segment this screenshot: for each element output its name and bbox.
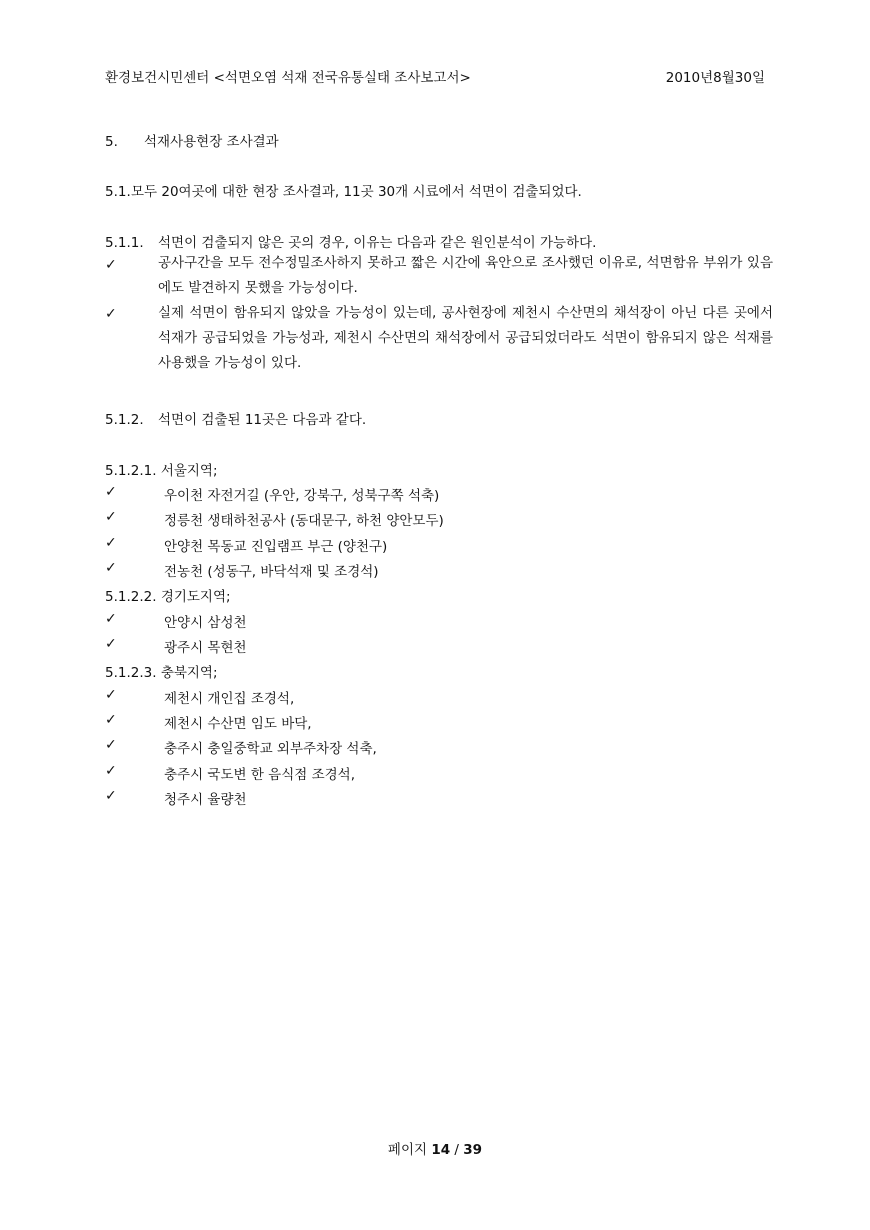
page-separator: /: [454, 1142, 459, 1158]
list-item: 충주시 국도변 한 음식점 조경석,: [164, 767, 355, 783]
list-item: 안양천 목동교 진입램프 부근 (양천구): [164, 539, 388, 555]
region-heading: 5.1.2.1. 서울지역;: [105, 463, 218, 479]
section-number: 5.: [105, 134, 118, 150]
section-number: 5.1.2.: [105, 412, 144, 428]
section-text: 석면이 검출된 11곳은 다음과 같다.: [158, 412, 367, 428]
page-footer: [0, 1138, 870, 1158]
check-icon: ✓: [105, 535, 117, 551]
section-text: 모두 20여곳에 대한 현장 조사결과, 11곳 30개 시료에서 석면이 검출되었다.: [131, 184, 582, 200]
list-item: 청주시 율량천: [164, 792, 247, 808]
list-item: 전농천 (성동구, 바닥석재 및 조경석): [164, 564, 379, 580]
list-item: 우이천 자전거길 (우안, 강북구, 성북구쪽 석축): [164, 488, 440, 504]
list-item: 제천시 개인집 조경석,: [164, 691, 295, 707]
list-item: 충주시 충일중학교 외부주차장 석축,: [164, 741, 377, 757]
check-icon: ✓: [105, 509, 117, 525]
check-icon: ✓: [105, 763, 117, 779]
section-number: 5.1.: [105, 184, 131, 200]
section-5-1-2: [105, 408, 775, 428]
section-number: 5.1.1.: [105, 235, 144, 251]
section-5-1-1: [105, 231, 775, 251]
check-icon: ✓: [105, 306, 117, 322]
page-header: [105, 66, 765, 86]
page-current: 14: [431, 1142, 451, 1158]
section-title: 석재사용현장 조사결과: [144, 134, 279, 150]
list-item: 정릉천 생태하천공사 (동대문구, 하천 양안모두): [164, 513, 444, 529]
bullet-paragraph: 실제 석면이 함유되지 않았을 가능성이 있는데, 공사현장에 제천시 수산면의 채석장이 아닌 다른 곳에서 석재가 공급되었을 가능성과, 제천시 수산면의 채석장에서 공급되었더라도 석면이 함유되지 않은 석재를 사용했을 가능성이 있다.: [158, 305, 773, 371]
list-item: 안양시 삼성천: [164, 615, 247, 631]
check-icon: ✓: [105, 560, 117, 576]
check-icon: ✓: [105, 636, 117, 652]
check-icon: ✓: [105, 687, 117, 703]
list-item: 광주시 목현천: [164, 640, 247, 656]
check-icon: ✓: [105, 788, 117, 804]
section-5-heading: [105, 130, 775, 150]
header-date: 2010년8월30일: [665, 70, 765, 86]
header-title: 환경보건시민센터 <석면오염 석재 전국유통실태 조사보고서>: [105, 70, 471, 86]
region-heading: 5.1.2.3. 충북지역;: [105, 665, 218, 681]
check-icon: ✓: [105, 611, 117, 627]
region-heading: 5.1.2.2. 경기도지역;: [105, 589, 231, 605]
list-item: 제천시 수산면 임도 바닥,: [164, 716, 312, 732]
section-text: 석면이 검출되지 않은 곳의 경우, 이유는 다음과 같은 원인분석이 가능하다.: [158, 235, 597, 251]
bullet-paragraph: 공사구간을 모두 전수정밀조사하지 못하고 짧은 시간에 육안으로 조사했던 이유로, 석면함유 부위가 있음에도 발견하지 못했을 가능성이다.: [158, 255, 773, 296]
page-label: 페이지: [387, 1142, 428, 1158]
check-icon: ✓: [105, 737, 117, 753]
section-5-1: [105, 180, 775, 200]
check-icon: ✓: [105, 484, 117, 500]
check-icon: ✓: [105, 712, 117, 728]
check-icon: ✓: [105, 257, 117, 273]
page-total: 39: [463, 1142, 483, 1158]
